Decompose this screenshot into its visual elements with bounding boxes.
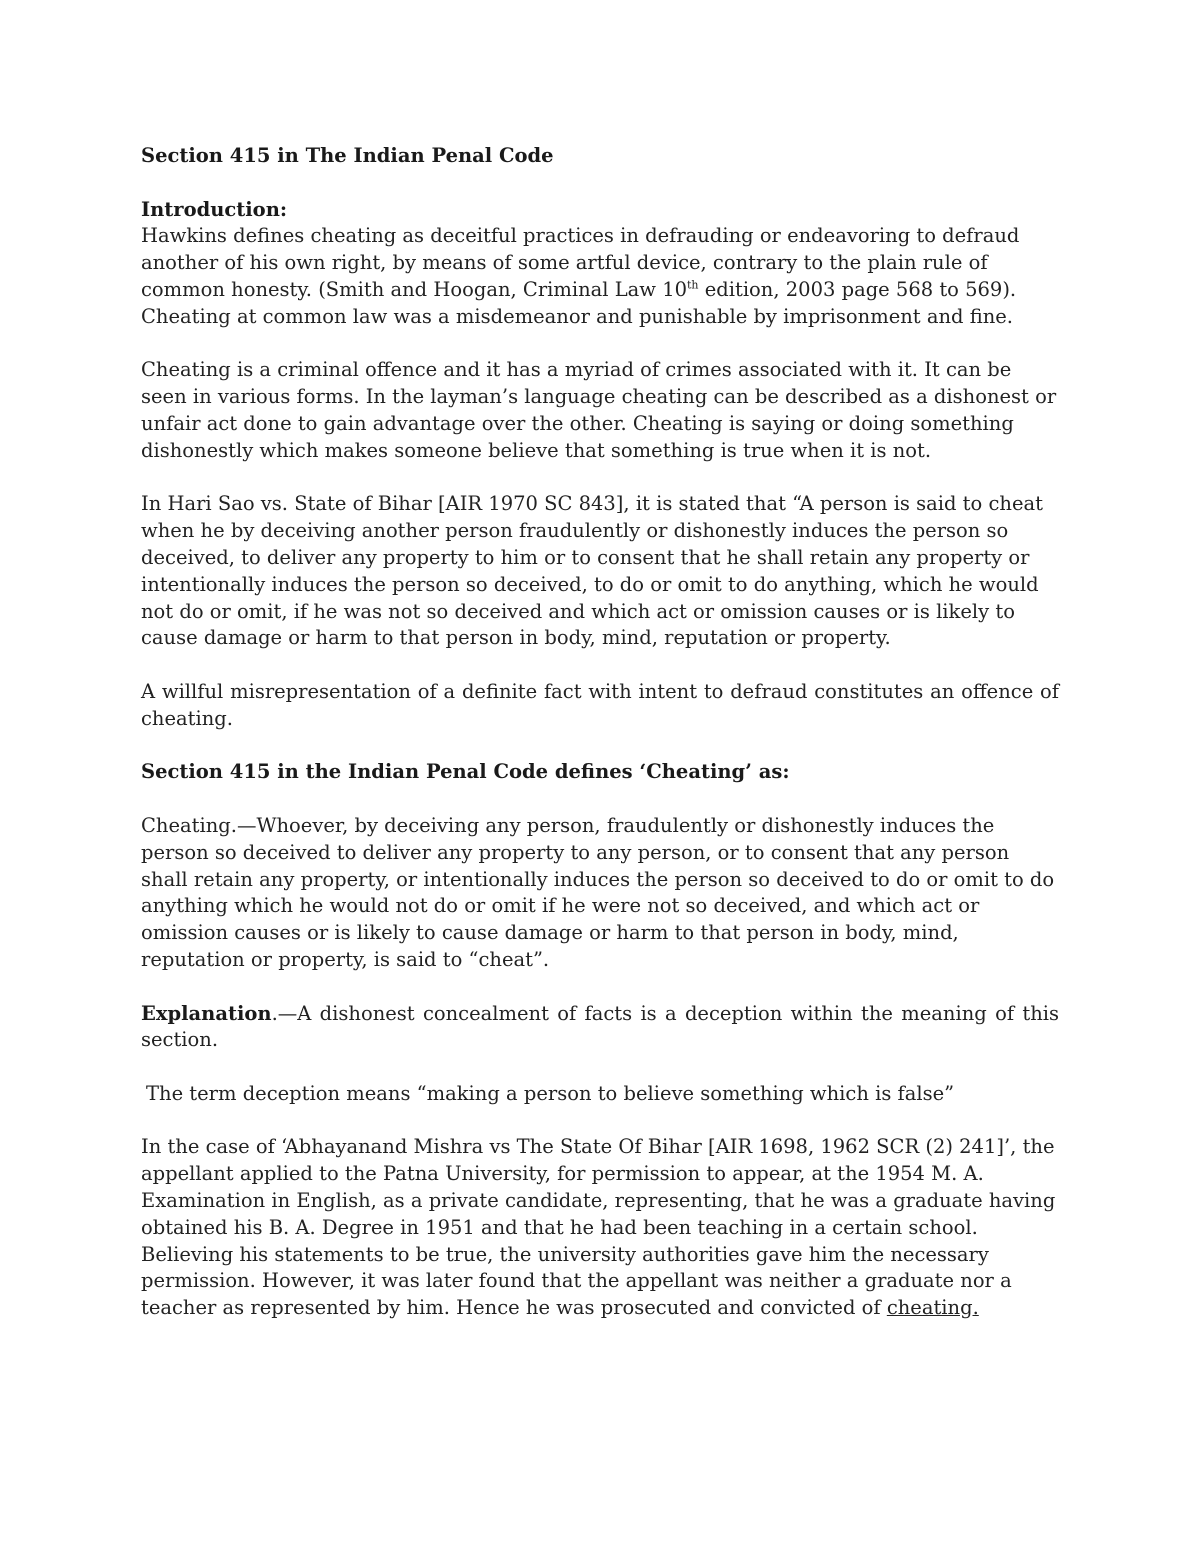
cheating-link[interactable]: cheating. bbox=[886, 1296, 979, 1320]
intro-text-a: Hawkins defines cheating as deceitful practices in defrauding or endeavoring to defraud another of his own right, by means of some artful device, contrary to the plain rule of common honesty. (Smith and Hoogan, Criminal Law 10 bbox=[141, 224, 1020, 301]
intro-paragraph bbox=[141, 223, 1059, 330]
explanation-text: .—A dishonest concealment of facts is a deception within the meaning of this section. bbox=[141, 1001, 1059, 1052]
explanation-label: Explanation bbox=[141, 1001, 272, 1025]
definition-paragraph: Cheating.—Whoever, by deceiving any person, fraudulently or dishonestly induces the person so deceived to deliver any property to any person, or to consent that any person shall retain any property, or intentionally induces the person so deceived to do or omit to do anything which he would not do or omit if he were not so deceived, and which act or omission causes or is likely to cause damage or harm to that person in body, mind, reputation or property, is said to “cheat”. bbox=[141, 813, 1055, 971]
deception-paragraph: The term deception means “making a person to believe something which is false” bbox=[146, 1081, 955, 1105]
document-title: Section 415 in The Indian Penal Code bbox=[141, 144, 554, 167]
case-text: In the case of ‘Abhayanand Mishra vs The State Of Bihar [AIR 1698, 1962 SCR (2) 241]’, the appellant applied to the Patna University, for permission to appear, at the 1954 M. A. Examination in English, as a private candidate, representing, that he was a graduate having obtained his B. A. Degree in 1951 and that he had been teaching in a certain school. Believing his statements to be true, the university authorities gave him the necessary permission. However, it was later found that the appellant was neither a graduate nor a teacher as represented by him. Hence he was prosecuted and convicted of bbox=[141, 1135, 1056, 1320]
intro-heading: Introduction: bbox=[141, 197, 288, 221]
hari-sao-paragraph: In Hari Sao vs. State of Bihar [AIR 1970 SC 843], it is stated that “A person is said to cheat when he by deceiving another person fraudulently or dishonestly induces the person so deceived, to deliver any property to him or to consent that he shall retain any property or intentionally induces the person so deceived, to do or omit to do anything, which he would not do or omit, if he was not so deceived and which act or omission causes or is likely to cause damage or harm to that person in body, mind, reputation or property. bbox=[141, 492, 1043, 650]
case-paragraph bbox=[141, 1134, 1059, 1322]
document-page bbox=[141, 143, 1059, 1322]
intro-superscript: th bbox=[687, 278, 699, 292]
intro-text-b: edition, 2003 page 568 to 569). Cheating at common law was a misdemeanor and punishable by imprisonment and fine. bbox=[141, 277, 1017, 328]
cheating-paragraph: Cheating is a criminal offence and it has a myriad of crimes associated with it. It can be seen in various forms. In the layman’s language cheating can be described as a dishonest or unfair act done to gain advantage over the other. Cheating is saying or doing something dishonestly which makes someone believe that something is true when it is not. bbox=[141, 358, 1057, 462]
willful-paragraph: A willful misrepresentation of a definite fact with intent to defraud constitutes an offence of cheating. bbox=[141, 679, 1059, 730]
explanation-paragraph bbox=[141, 1001, 1059, 1055]
section-heading: Section 415 in the Indian Penal Code defines ‘Cheating’ as: bbox=[141, 760, 790, 784]
